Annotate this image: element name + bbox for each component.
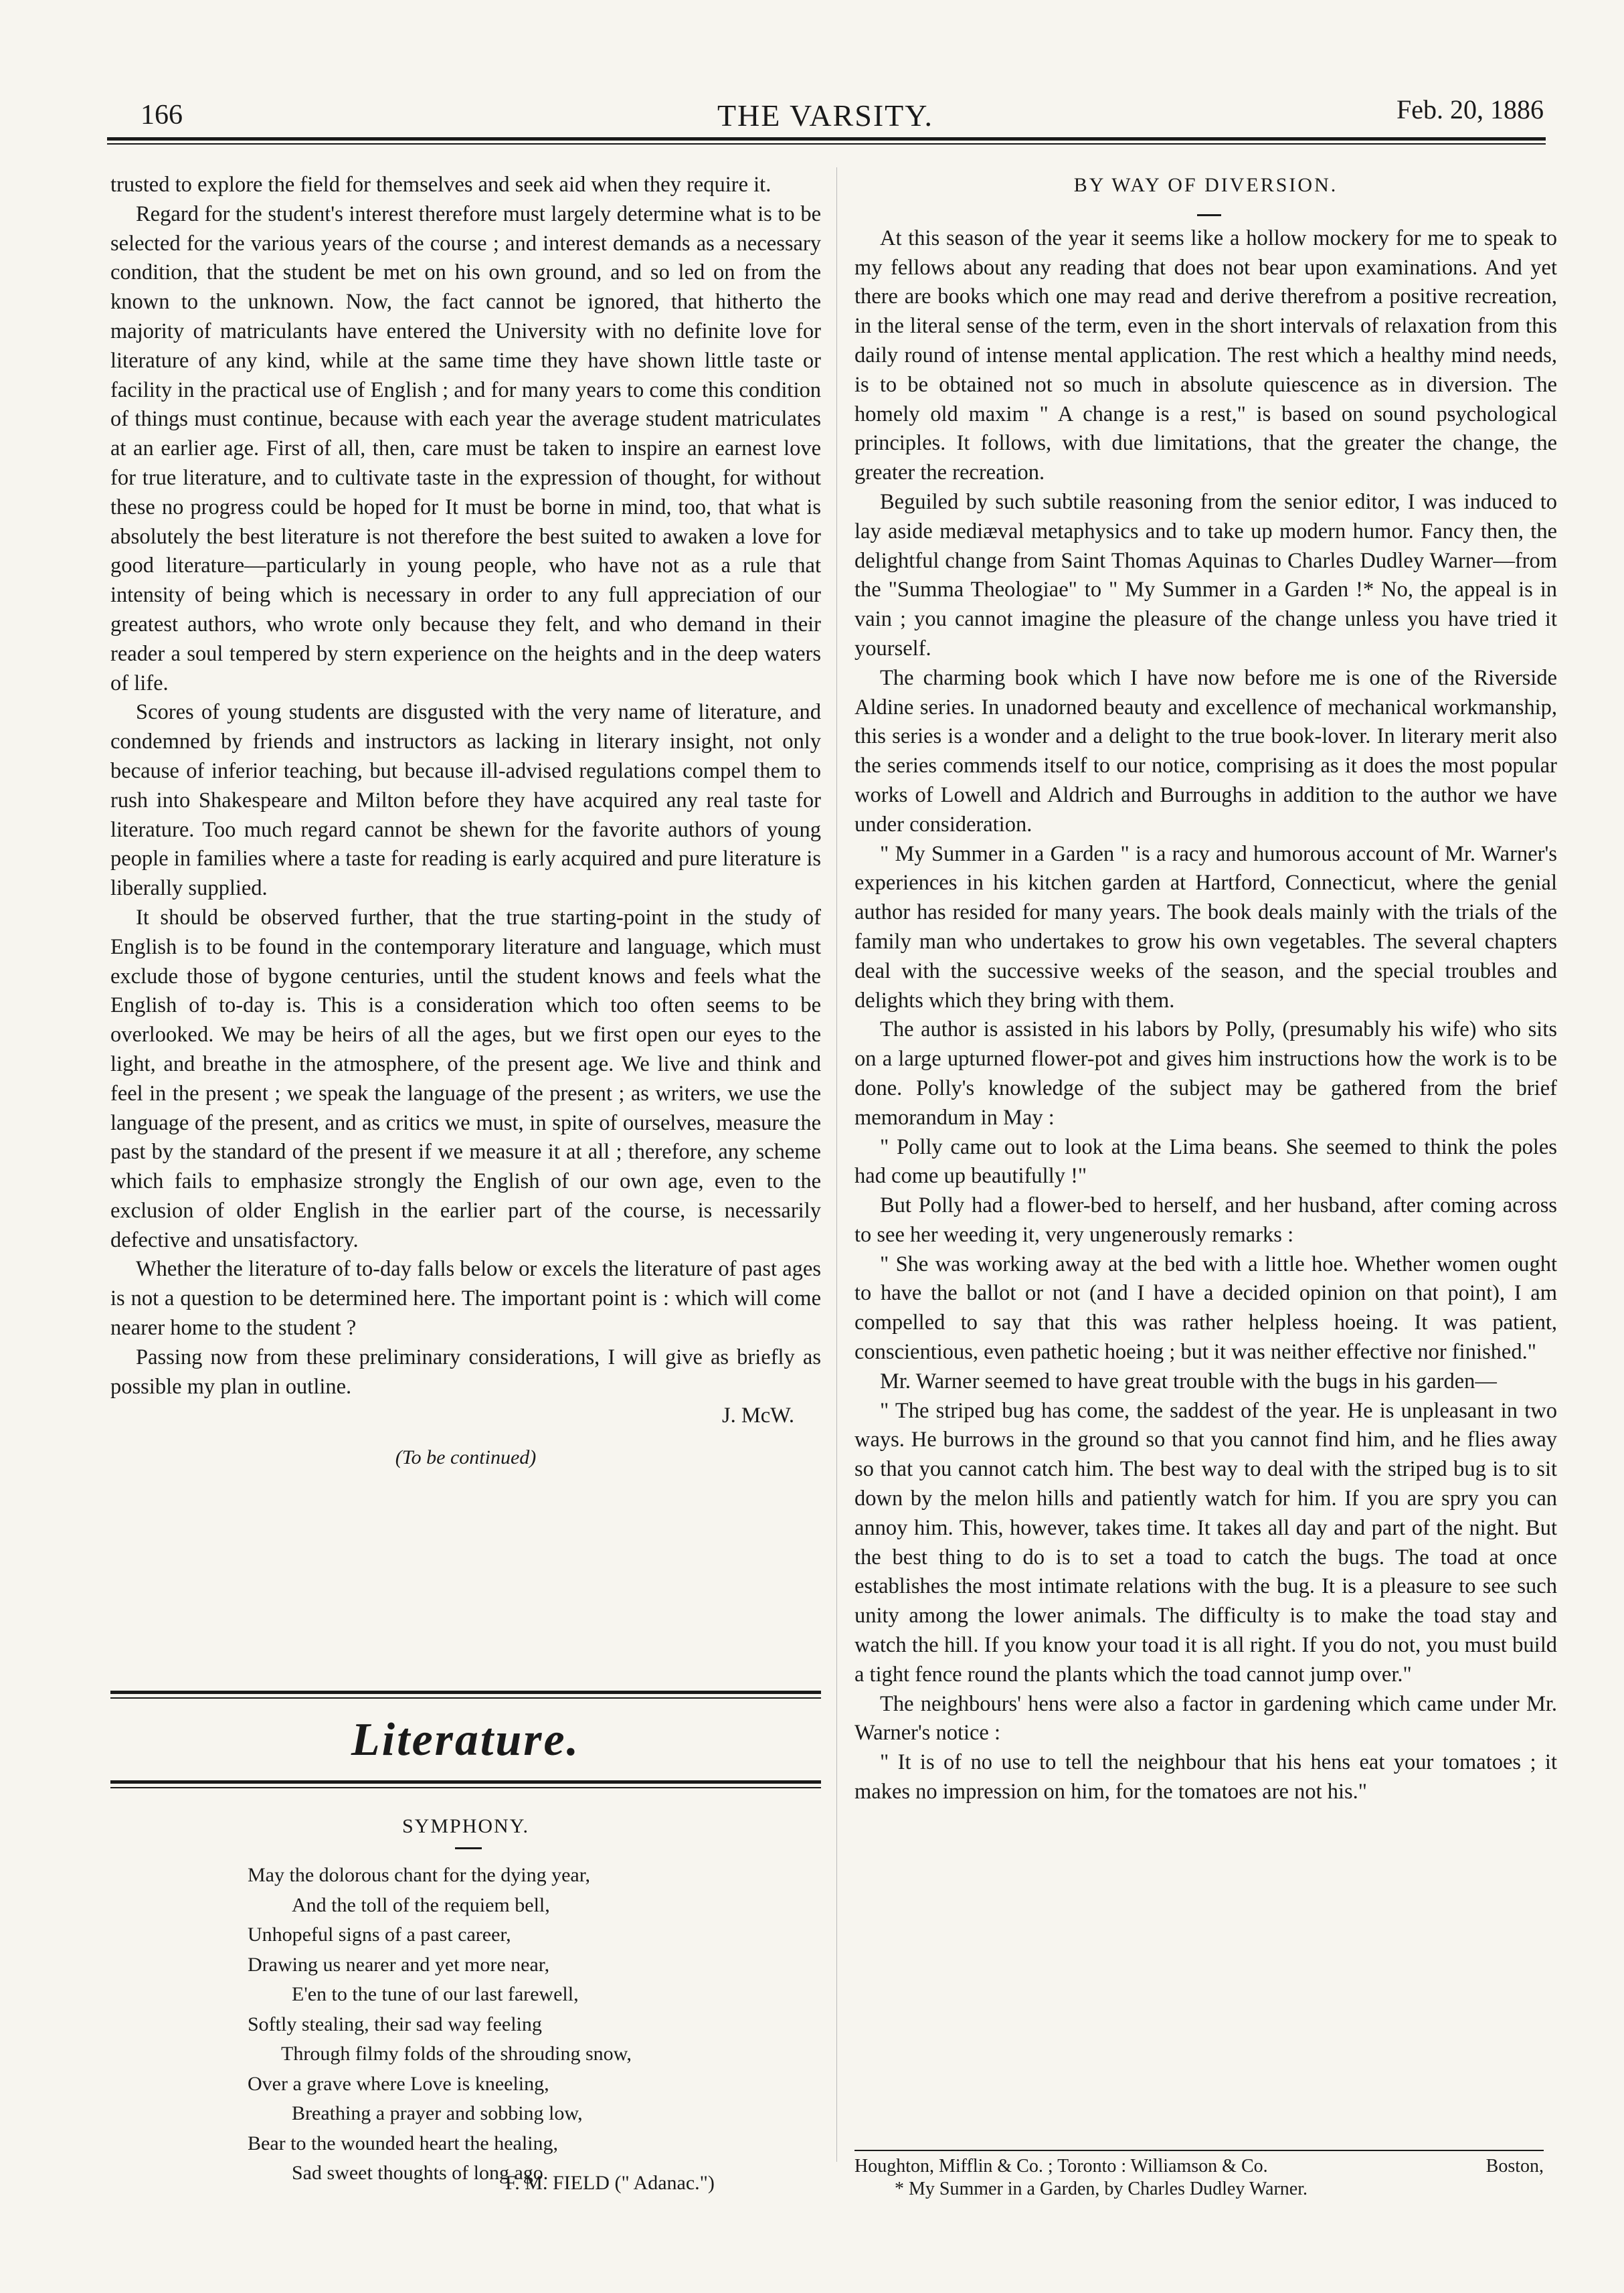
poem-line: E'en to the tune of our last farewell,	[292, 1983, 579, 2005]
header-rule-thin	[107, 143, 1546, 145]
literature-heading: Literature.	[351, 1714, 581, 1766]
article-signature: J. McW.	[721, 1404, 794, 1428]
poem-line: Unhopeful signs of a past career,	[248, 1924, 511, 1946]
article-paragraph: It should be observed further, that the true starting-point in the study of English is to be found in the contemporary literature and language, which must exclude those of bygone centuries, until the student knows and feels what the English of to-day is. This is a consideration which too often seems to be overlooked. We may be heirs of all the ages, but we first open our eyes to the light, and breathe in the atmosphere, of the present age. We live and think and feel in the present ; we speak the language of the present ; as writers, we use the language of the present, and as critics we must, in spite of ourselves, measure the past by the standard of the present if we measure it at all ; therefore, any scheme which fails to emphasize strongly the English of our own age, even to the exclusion of older English in the earlier part of the course, is necessarily defective and unsatisfactory.	[110, 905, 821, 1252]
poem-line: May the dolorous chant for the dying year,	[248, 1864, 590, 1886]
masthead-title: THE VARSITY.	[717, 98, 934, 133]
column-separator	[836, 167, 837, 2162]
literature-rule-top-thin	[110, 1697, 821, 1699]
article-paragraph: At this season of the year it seems like a hollow mockery for me to speak to my fellows about any reading that does not bear upon examinations. And yet there are books which one may read and derive therefrom a positive recreation, in the literal sense of the term, even in the short intervals of relaxation from this daily round of intense mental application. The rest which a healthy mind needs, is to be obtained not so much in absolute quiescence as in diversion. The homely old maxim " A change is a rest," is based on sound psychological principles. It follows, with due limitations, that the greater the change, the greater the recreation.	[854, 226, 1557, 485]
poem-line: Sad sweet thoughts of long ago.	[292, 2162, 549, 2184]
article-paragraph: Scores of young students are disgusted with the very name of literature, and condemned by friends and instructors as lacking in literary insight, not only because of inferior teaching, but because ill-advised regulations compel them to rush into Shakespeare and Milton before they have acquired any real taste for literature. Too much regard cannot be shewn for the favorite authors of young people in families where a taste for reading is early acquired and pure literature is liberally supplied.	[110, 700, 821, 901]
article-paragraph: Beguiled by such subtile reasoning from the senior editor, I was induced to lay aside mediæval metaphysics and to take up modern humor. Fancy then, the delightful change from Saint Thomas Aquinas to Charles Dudley Warner—from the "Summa Theologiae" to " My Summer in a Garden !* No, the appeal is in vain ; you cannot imagine the pleasure of the change unless you have tried it yourself.	[854, 489, 1557, 661]
poem-line: Breathing a prayer and sobbing low,	[292, 2102, 583, 2124]
article-paragraph: Regard for the student's interest therefore must largely determine what is to be selected for the various years of the course ; and interest demands as a necessary condition, that the student be met on his own ground, and so led on from the known to the unknown. Now, the fact cannot be ignored, that hitherto the majority of matriculants have entered the University with no definite love for literature of any kind, while at the same time they have shown little taste or facility in the practical use of English ; and for many years to come this condition of things must continue, because with each year the average student matriculates at an earlier age. First of all, then, care must be taken to inspire an earnest love for true literature, and to cultivate taste in the expression of thought, for without these no progress could be hoped for It must be borne in mind, too, that what is absolutely the best literature is not therefore the best suited to awaken a love for good literature—particularly in young people, who have not as a rule that intensity of being which is necessary in order to any full appreciation of our greatest authors, who wrote only because they felt, and who demand in their reader a soul tempered by stern experience on the heights and in the deep waters of life.	[110, 201, 821, 695]
issue-date: Feb. 20, 1886	[1396, 94, 1544, 124]
closing-line	[110, 1343, 821, 1402]
article-paragraph: But Polly had a flower-bed to herself, and her husband, after coming across to see her weeding it, very ungenerously remarks :	[854, 1193, 1557, 1247]
article-paragraph: " The striped bug has come, the saddest of the year. He is unpleasant in two ways. He burrows in the ground so that you cannot find him, and he flies away so that you cannot catch him. The best way to deal with the striped bug is to sit down by the melon hills and patiently watch for him. If you are spry you can annoy him. This, however, takes time. It takes all day and part of the night. But the best thing to do is to set a toad to catch the bugs. The toad at once establishes the most intimate relations with the bug. It is a pleasure to see such unity among the lower animals. The difficulty is to make the toad stay and watch the hill. If you know your toad it is all right. If you do not, you must build a tight fence round the plants which the toad cannot jump over."	[854, 1398, 1557, 1687]
footnote-line-2: * My Summer in a Garden, by Charles Dudley Warner.	[895, 2179, 1307, 2199]
poem-line: Drawing us nearer and yet more near,	[248, 1953, 550, 1976]
to-be-continued: (To be continued)	[395, 1446, 537, 1469]
poem-title-dash	[455, 1847, 482, 1849]
article-paragraph: The neighbours' hens were also a factor in gardening which came under Mr. Warner's notice :	[854, 1691, 1557, 1746]
article-title: BY WAY OF DIVERSION.	[1073, 174, 1338, 196]
header-rule-thick	[107, 137, 1546, 141]
left-column-article	[110, 171, 821, 1472]
article-paragraph: " It is of no use to tell the neighbour that his hens eat your tomatoes ; it makes no impression on him, for the tomatoes are not his."	[854, 1750, 1557, 1804]
article-paragraph: Passing now from these preliminary considerations, I will give as briefly as possible my plan in outline.	[110, 1345, 821, 1399]
poem-line: Bear to the wounded heart the healing,	[248, 2132, 559, 2154]
article-paragraph: trusted to explore the field for themselves and seek aid when they require it.	[110, 173, 772, 197]
article-paragraph: " My Summer in a Garden " is a racy and humorous account of Mr. Warner's experiences in his kitchen garden at Hartford, Connecticut, where the genial author has resided for many years. The book deals mainly with the trials of the family man who undertakes to grow his own vegetables. The several chapters deal with the successive weeks of the season, and the special troubles and delights which they bring with them.	[854, 841, 1557, 1013]
article-paragraph: " She was working away at the bed with a little hoe. Whether women ought to have the ballot or not (and I have a decided opinion on that point), I am compelled to say that this was rather helpless hoeing. It was patient, conscientious, even pathetic hoeing ; but it was neither effective nor finished."	[854, 1252, 1557, 1365]
poem-line: Over a grave where Love is kneeling,	[248, 2072, 549, 2095]
poem-signature: F. M. FIELD (" Adanac.")	[505, 2172, 715, 2194]
footnote-city: Boston,	[1485, 2156, 1544, 2177]
footnote-line-1	[854, 2155, 1544, 2178]
literature-heading-block	[110, 1713, 821, 1767]
literature-rule-bottom-thin	[110, 1787, 821, 1788]
literature-rule-top-thick	[110, 1691, 821, 1694]
article-paragraph: The charming book which I have now before me is one of the Riverside Aldine series. In unadorned beauty and excellence of mechanical workmanship, this series is a wonder and a delight to the true book-lover. In literary merit also the series commends itself to our notice, comprising as it does the most popular works of Lowell and Aldrich and Burroughs in addition to the author we have under consideration.	[854, 665, 1557, 837]
article-paragraph: The author is assisted in his labors by Polly, (presumably his wife) who sits on a large upturned flower-pot and gives him instructions how the work is to be done. Polly's knowledge of the subject may be gathered from the brief memorandum in May :	[854, 1017, 1557, 1130]
poem-line: And the toll of the requiem bell,	[292, 1893, 550, 1916]
footnote-publisher: Houghton, Mifflin & Co. ; Toronto : Williamson & Co.	[854, 2156, 1268, 2177]
article-paragraph: " Polly came out to look at the Lima beans. She seemed to think the poles had come up beautifully !"	[854, 1134, 1557, 1189]
article-paragraph: Mr. Warner seemed to have great trouble with the bugs in his garden—	[880, 1369, 1497, 1393]
literature-rule-bottom-thick	[110, 1780, 821, 1784]
article-paragraph: Whether the literature of to-day falls below or excels the literature of past ages is not a question to be determined here. The important point is : which will come nearer home to the student ?	[110, 1257, 821, 1341]
poem-title: SYMPHONY.	[401, 1815, 529, 1837]
poem-body	[248, 1861, 632, 2189]
footnote	[854, 2155, 1544, 2201]
footnote-rule	[854, 2150, 1544, 2151]
article-title-dash	[1197, 214, 1221, 216]
page-header	[107, 94, 1544, 141]
poem-line: Through filmy folds of the shrouding snow,	[281, 2043, 632, 2065]
right-column-article	[854, 171, 1557, 1807]
poem-line: Softly stealing, their sad way feeling	[248, 2013, 542, 2035]
page-number: 166	[141, 100, 183, 131]
